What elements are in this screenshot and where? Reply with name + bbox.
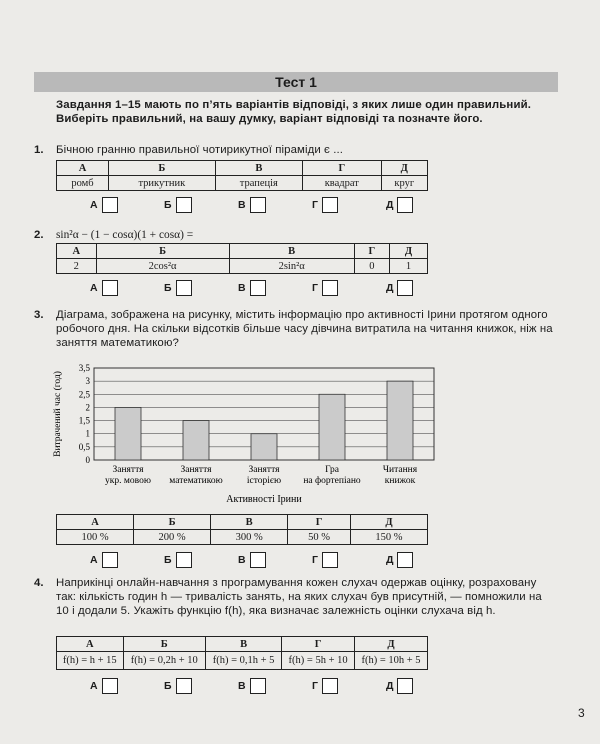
answer-option[interactable] [238, 551, 266, 569]
option-value: круг [381, 176, 427, 191]
option-letter: Б [123, 637, 205, 652]
option-value: 2sin²α [229, 259, 354, 274]
answer-checkbox[interactable] [397, 280, 413, 296]
answer-option[interactable] [312, 196, 338, 214]
y-tick-label: 3 [85, 376, 90, 387]
answer-option[interactable] [312, 677, 338, 695]
x-tick-label: Гра на фортепіано [303, 465, 361, 486]
option-letter: Д [350, 515, 427, 530]
option-value: 300 % [211, 530, 288, 545]
option-letter: Б [109, 161, 216, 176]
answer-option[interactable] [386, 551, 413, 569]
answer-option[interactable] [90, 196, 118, 214]
option-value: трикутник [109, 176, 216, 191]
answer-checkbox[interactable] [322, 552, 338, 568]
x-axis-label: Активності Ірини [226, 494, 302, 505]
option-value: 1 [390, 259, 428, 274]
option-letter: В [229, 244, 354, 259]
answer-letter: А [90, 199, 98, 211]
answer-checkbox[interactable] [322, 280, 338, 296]
bar [251, 434, 277, 460]
answer-letter: Д [386, 680, 394, 692]
y-tick-label: 0 [85, 455, 90, 465]
answer-letter: Г [312, 199, 318, 211]
answer-row-4 [56, 677, 428, 695]
option-letter: А [57, 637, 124, 652]
option-letter: Б [134, 515, 211, 530]
answer-option[interactable] [164, 196, 192, 214]
option-value: f(h) = 0,2h + 10 [123, 652, 205, 670]
answer-letter: А [90, 282, 98, 294]
answer-checkbox[interactable] [250, 280, 266, 296]
option-value: f(h) = 5h + 10 [282, 652, 355, 670]
y-axis-label: Витрачений час (год) [53, 371, 63, 457]
x-tick-label: Читання книжок [382, 465, 418, 486]
y-tick-label: 0,5 [78, 441, 90, 452]
answer-option[interactable] [386, 196, 413, 214]
x-tick-label: Заняття історією [246, 465, 282, 486]
options-table-4 [56, 636, 428, 670]
x-tick-label: Заняття математикою [169, 465, 223, 486]
answer-letter: Д [386, 554, 394, 566]
answer-checkbox[interactable] [250, 197, 266, 213]
answer-option[interactable] [386, 677, 413, 695]
answer-letter: Б [164, 199, 172, 211]
answer-letter: В [238, 282, 246, 294]
answer-checkbox[interactable] [322, 197, 338, 213]
bar [319, 394, 345, 460]
answer-checkbox[interactable] [397, 678, 413, 694]
answer-checkbox[interactable] [102, 280, 118, 296]
bar [115, 407, 141, 460]
instructions: Завдання 1–15 мають по п’ять варіантів відповіді, з яких лише один правильний. Виберіть правильний, на вашу думку, варіант відповіді та позначте його. [56, 99, 532, 125]
answer-letter: Г [312, 554, 318, 566]
answer-letter: А [90, 680, 98, 692]
answer-option[interactable] [238, 196, 266, 214]
answer-checkbox[interactable] [322, 678, 338, 694]
question-number: 3. [34, 309, 44, 321]
y-tick-label: 3,5 [78, 363, 90, 373]
question-text: Діаграма, зображена на рисунку, містить інформацію про активності Ірини протягом одного робочого дня. На скільки відсотків більше часу дівчина витратила на читання книжок, ніж на заняття математикою? [56, 309, 553, 349]
option-value: квадрат [303, 176, 382, 191]
answer-checkbox[interactable] [176, 197, 192, 213]
bar [387, 381, 413, 460]
option-letter: Д [390, 244, 428, 259]
options-table-2 [56, 243, 428, 274]
answer-letter: В [238, 554, 246, 566]
option-value: 2 [57, 259, 97, 274]
answer-letter: В [238, 680, 246, 692]
question-text: sin²α − (1 − cosα)(1 + cosα) = [56, 229, 194, 241]
option-letter: В [211, 515, 288, 530]
answer-letter: Б [164, 282, 172, 294]
options-table-1 [56, 160, 428, 191]
answer-option[interactable] [238, 677, 266, 695]
bar [183, 421, 209, 460]
answer-letter: Д [386, 282, 394, 294]
answer-checkbox[interactable] [397, 197, 413, 213]
test-title: Тест 1 [34, 72, 558, 92]
option-letter: В [206, 637, 282, 652]
option-letter: Г [282, 637, 355, 652]
activity-bar-chart [48, 362, 448, 510]
question-text: Наприкінці онлайн-навчання з програмування кожен слухач одержав оцінку, розраховану так: кількість годин h — тривалість занять, на яких слухач був присутній, — помножили на 10 і додали 5. Укажіть функцію f(h), яка визначає залежність оцінки слухача від h. [56, 577, 542, 617]
option-letter: Г [288, 515, 351, 530]
answer-checkbox[interactable] [176, 552, 192, 568]
option-value: ромб [57, 176, 109, 191]
answer-option[interactable] [90, 551, 118, 569]
option-value: 0 [354, 259, 389, 274]
y-tick-label: 1 [85, 428, 90, 439]
answer-checkbox[interactable] [397, 552, 413, 568]
option-value: трапеція [215, 176, 302, 191]
answer-option[interactable] [238, 279, 266, 297]
answer-option[interactable] [312, 279, 338, 297]
y-tick-label: 1,5 [78, 415, 90, 426]
option-letter: Д [355, 637, 428, 652]
answer-checkbox[interactable] [176, 280, 192, 296]
answer-row-1 [56, 196, 428, 214]
option-value: 2cos²α [96, 259, 229, 274]
option-value: 150 % [350, 530, 427, 545]
option-value: f(h) = h + 15 [57, 652, 124, 670]
option-letter: А [57, 161, 109, 176]
options-table-3 [56, 514, 428, 545]
answer-checkbox[interactable] [176, 678, 192, 694]
answer-letter: Б [164, 680, 172, 692]
answer-letter: Г [312, 680, 318, 692]
answer-checkbox[interactable] [250, 552, 266, 568]
option-letter: Д [381, 161, 427, 176]
answer-letter: Г [312, 282, 318, 294]
option-letter: А [57, 515, 134, 530]
answer-option[interactable] [164, 279, 192, 297]
x-tick-label: Заняття укр. мовою [105, 465, 151, 486]
answer-checkbox[interactable] [102, 552, 118, 568]
option-letter: Г [354, 244, 389, 259]
answer-option[interactable] [90, 279, 118, 297]
option-value: f(h) = 10h + 5 [355, 652, 428, 670]
y-tick-label: 2 [85, 402, 90, 413]
answer-letter: В [238, 199, 246, 211]
question-number: 1. [34, 144, 44, 156]
answer-option[interactable] [312, 551, 338, 569]
answer-checkbox[interactable] [250, 678, 266, 694]
answer-letter: Б [164, 554, 172, 566]
option-letter: Г [303, 161, 382, 176]
option-letter: А [57, 244, 97, 259]
answer-row-3 [56, 551, 428, 569]
answer-checkbox[interactable] [102, 678, 118, 694]
answer-letter: А [90, 554, 98, 566]
option-value: f(h) = 0,1h + 5 [206, 652, 282, 670]
answer-row-2 [56, 279, 428, 297]
answer-option[interactable] [386, 279, 413, 297]
question-number: 4. [34, 577, 44, 589]
question-number: 2. [34, 229, 44, 241]
y-tick-labels [79, 363, 91, 465]
y-tick-label: 2,5 [78, 389, 90, 400]
option-value: 100 % [57, 530, 134, 545]
option-value: 50 % [288, 530, 351, 545]
x-category-labels [105, 465, 418, 486]
answer-option[interactable] [90, 677, 118, 695]
page-number: 3 [578, 706, 585, 720]
option-value: 200 % [134, 530, 211, 545]
answer-letter: Д [386, 199, 394, 211]
option-letter: Б [96, 244, 229, 259]
question-text: Бічною гранню правильної чотирикутної піраміди є ... [56, 144, 344, 156]
option-letter: В [215, 161, 302, 176]
answer-option[interactable] [164, 677, 192, 695]
answer-option[interactable] [164, 551, 192, 569]
answer-checkbox[interactable] [102, 197, 118, 213]
